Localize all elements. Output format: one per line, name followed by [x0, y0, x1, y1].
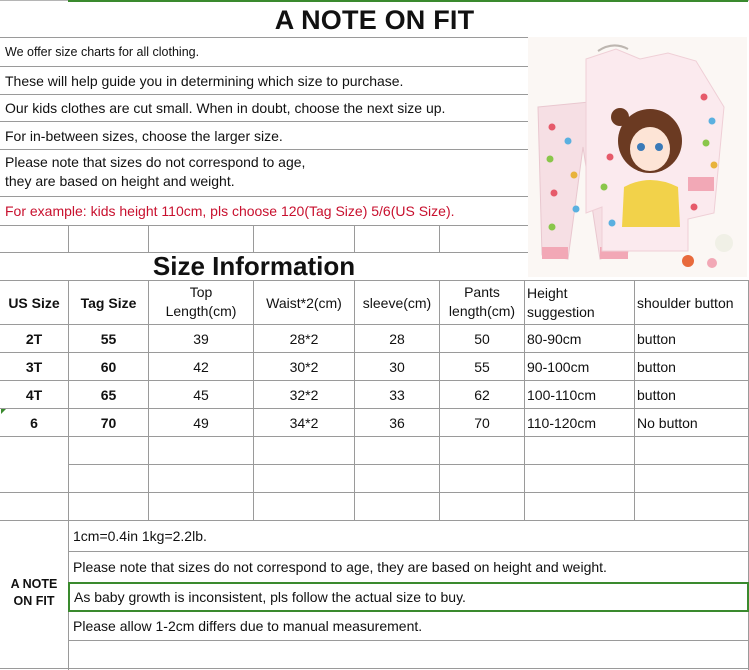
product-photo: [528, 37, 747, 277]
header-pants-line2: length(cm): [448, 303, 516, 319]
conversion-note: 1cm=0.4in 1kg=2.2lb.: [73, 528, 207, 544]
size-information-title: Size Information: [152, 252, 356, 280]
row-3-tag-size: 65: [100, 386, 117, 403]
header-pants-line1: Pants: [464, 284, 500, 300]
note-line-4: For in-between sizes, choose the larger size.: [5, 127, 283, 144]
note-line-5: [0, 153, 528, 195]
header-pants-length: [440, 283, 524, 323]
row-1-height: 80-90cm: [527, 330, 582, 347]
header-waist: Waist*2(cm): [266, 294, 342, 311]
fit-note-label-line1: A NOTE: [10, 577, 58, 591]
row-4-waist: 34*2: [289, 414, 319, 431]
header-top-length: [149, 283, 253, 323]
row-2-height: 90-100cm: [527, 358, 590, 375]
row-2-sleeve: 30: [389, 358, 405, 375]
row-3-top-length: 45: [193, 386, 209, 403]
row-1-sleeve: 28: [389, 330, 405, 347]
row-4-pants: 70: [474, 414, 490, 431]
fit-note-label-line2: ON FIT: [13, 594, 55, 608]
top-selection-border: [68, 0, 748, 2]
row-2-top-length: 42: [193, 358, 209, 375]
note-line-3: Our kids clothes are cut small. When in doubt, choose the next size up.: [5, 100, 446, 116]
note-line-5b: they are based on height and weight.: [5, 173, 235, 189]
row-2-pants: 55: [474, 358, 490, 375]
header-top-length-line2: Length(cm): [165, 303, 237, 319]
row-3-sleeve: 33: [389, 386, 405, 403]
note-line-5a: Please note that sizes do not correspond to age,: [5, 154, 306, 170]
row-1-pants: 50: [474, 330, 490, 347]
header-height-line1: Height: [527, 285, 568, 301]
note-line-2: These will help guide you in determining which size to purchase.: [5, 72, 404, 89]
row-3-shoulder: button: [637, 386, 676, 403]
growth-note[interactable]: As baby growth is inconsistent, pls follow the actual size to buy.: [68, 582, 749, 612]
row-1-waist: 28*2: [289, 330, 319, 347]
row-4-tag-size: 70: [100, 414, 117, 431]
row-4-sleeve: 36: [389, 414, 405, 431]
header-shoulder-button: shoulder button: [637, 294, 734, 311]
header-us-size: US Size: [8, 294, 60, 311]
page-title: A NOTE ON FIT: [274, 4, 475, 35]
row-1-tag-size: 55: [100, 330, 117, 347]
note-line-1: We offer size charts for all clothing.: [5, 45, 200, 59]
row-3-pants: 62: [474, 386, 490, 403]
row-1-shoulder: button: [637, 330, 676, 347]
row-3-us-size: 4T: [25, 386, 43, 403]
row-1-us-size: 2T: [25, 330, 43, 347]
measure-note: Please allow 1-2cm differs due to manual measurement.: [73, 618, 423, 634]
example-note: For example: kids height 110cm, pls choose 120(Tag Size) 5/6(US Size).: [5, 203, 455, 219]
header-tag-size: Tag Size: [80, 294, 137, 311]
row-2-waist: 30*2: [289, 358, 319, 375]
row-4-us-size: 6: [30, 414, 38, 431]
row-2-shoulder: button: [637, 358, 676, 375]
row-4-shoulder: No button: [637, 414, 698, 431]
fit-note-label: [0, 576, 68, 616]
row-1-top-length: 39: [193, 330, 209, 347]
pajama-set-illustration: [528, 37, 747, 277]
header-top-length-line1: Top: [189, 284, 213, 300]
row-2-us-size: 3T: [25, 358, 43, 375]
header-height-suggestion: [525, 284, 634, 324]
header-height-line2: suggestion: [527, 304, 595, 320]
row-4-height: 110-120cm: [527, 414, 597, 431]
row-3-waist: 32*2: [289, 386, 319, 403]
row-3-height: 100-110cm: [527, 386, 597, 403]
row-2-tag-size: 60: [100, 358, 117, 375]
empty-rows: [0, 436, 749, 520]
age-note: Please note that sizes do not correspond to age, they are based on height and weight.: [73, 559, 607, 575]
header-sleeve: sleeve(cm): [362, 294, 432, 311]
row-4-top-length: 49: [193, 414, 209, 431]
